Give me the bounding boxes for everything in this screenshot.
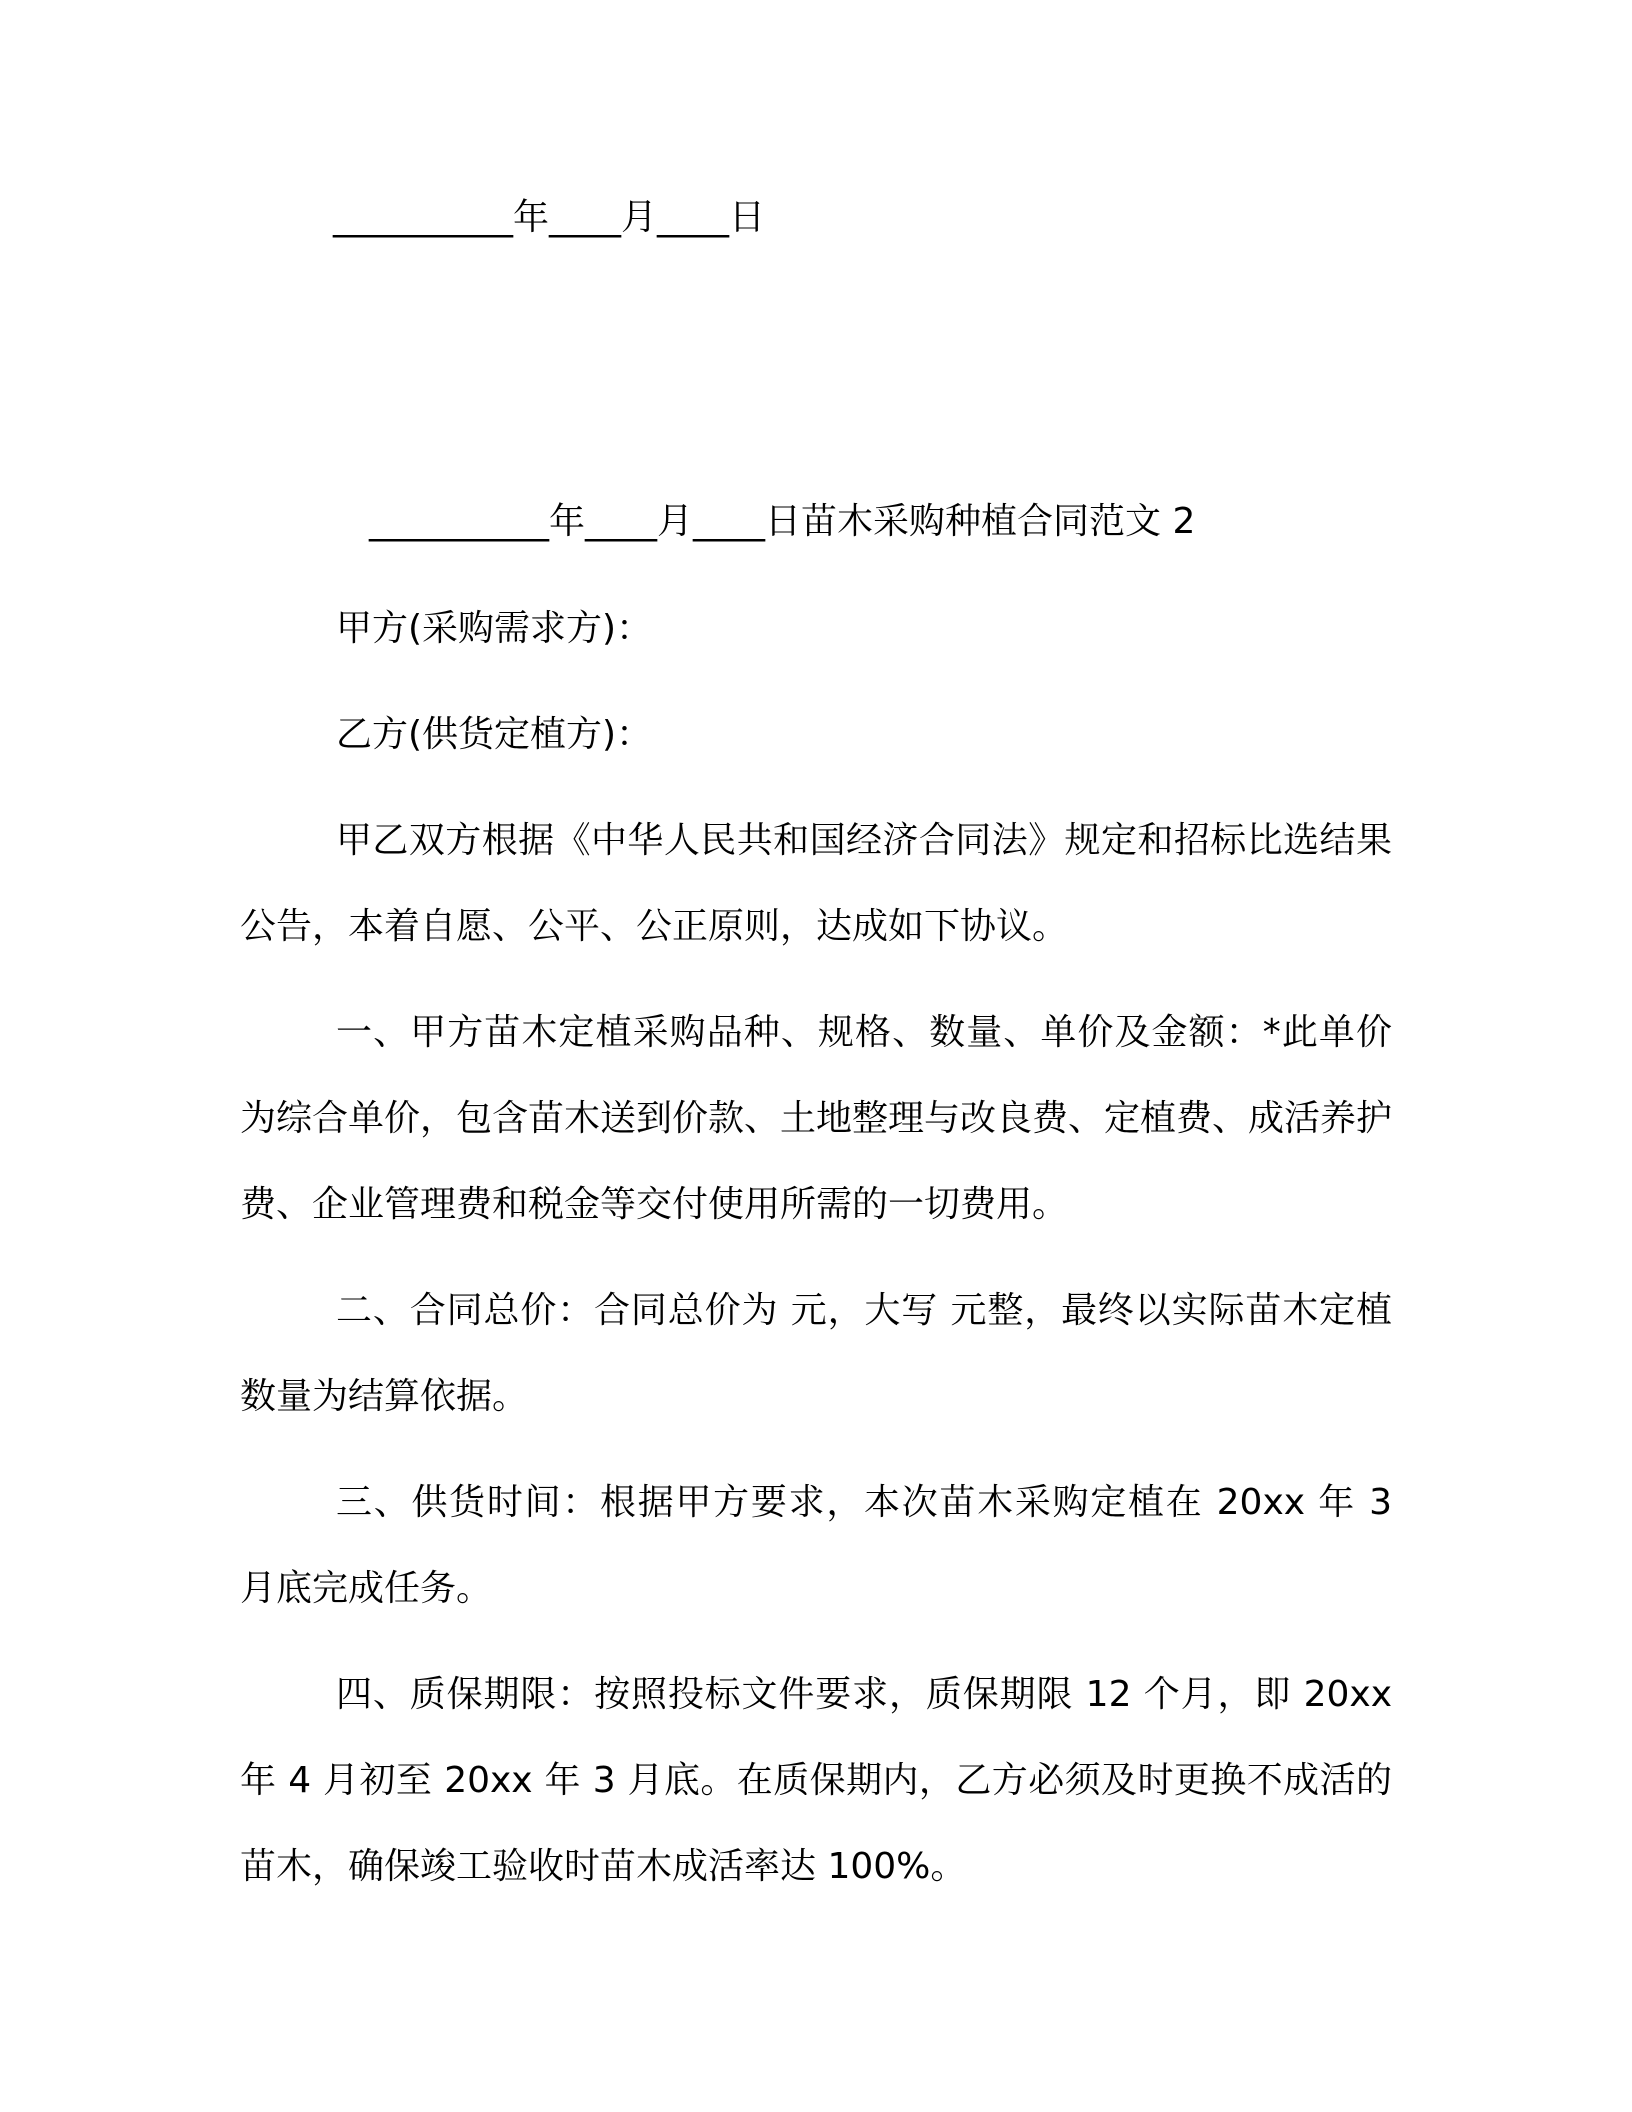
clause-2-paragraph: 二、合同总价：合同总价为 元，大写 元整，最终以实际苗木定植数量为结算依据。 (240, 1290, 1392, 1417)
party-b-line: 乙方(供货定植方)： (336, 714, 653, 755)
clause-1-paragraph: 一、甲方苗木定植采购品种、规格、数量、单价及金额：*此单价为综合单价，包含苗木送到价款、土地整理与改良费、定植费、成活养护费、企业管理费和税金等交付使用所需的一切费用。 (240, 1012, 1393, 1225)
clause-4-paragraph: 四、质保期限：按照投标文件要求，质保期限 12 个月，即 20xx 年 4 月初至 20xx 年 3 月底。在质保期内，乙方必须及时更换不成活的苗木，确保竣工验收时苗木成活率达 100%。 (240, 1674, 1392, 1887)
party-a-line: 甲方(采购需求方)： (336, 608, 653, 649)
contract-title: __________年____月____日苗木采购种植合同范文 2 (369, 501, 1196, 542)
clause-3-paragraph: 三、供货时间：根据甲方要求，本次苗木采购定植在 20xx 年 3 月底完成任务。 (240, 1482, 1392, 1609)
contract-body (240, 586, 1392, 1930)
date-line: __________年____月____日 (333, 197, 765, 238)
preamble-paragraph: 甲乙双方根据《中华人民共和国经济合同法》规定和招标比选结果公告，本着自愿、公平、公正原则，达成如下协议。 (240, 820, 1392, 947)
